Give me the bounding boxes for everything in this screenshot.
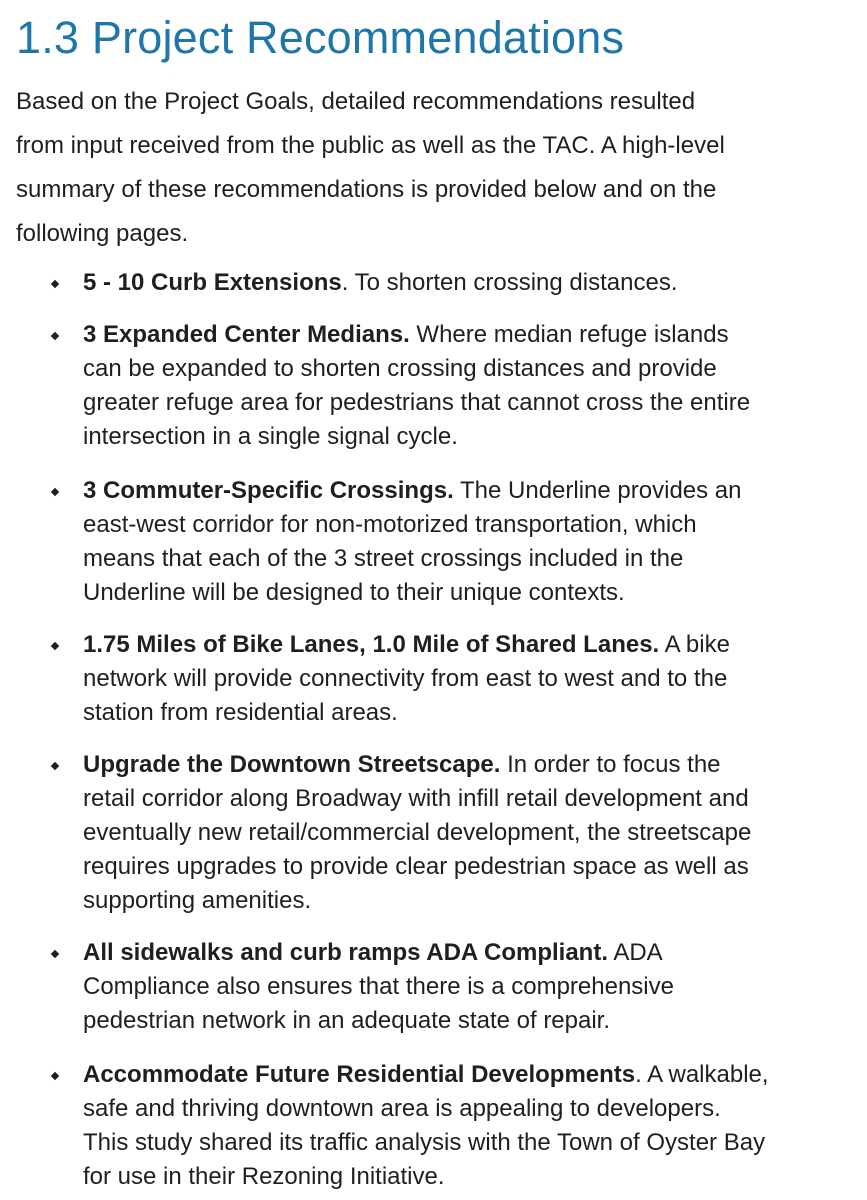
item-title: 1.75 Miles of Bike Lanes, 1.0 Mile of Shared Lanes. <box>83 631 660 658</box>
intro-line: from input received from the public as well as the TAC. A high-level <box>16 132 725 159</box>
item-title: 3 Expanded Center Medians. <box>83 321 410 348</box>
diamond-bullet-icon <box>51 762 59 770</box>
item-title: 5 - 10 Curb Extensions <box>83 269 342 296</box>
diamond-bullet-icon <box>51 642 59 650</box>
intro-line: summary of these recommendations is provided below and on the <box>16 176 717 203</box>
item-title: Accommodate Future Residential Developments <box>83 1061 636 1088</box>
item-description: . To shorten crossing distances. <box>341 269 678 296</box>
item-description: This study shared its traffic analysis with the Town of Oyster Bay <box>83 1129 766 1156</box>
list-item-text <box>83 474 853 610</box>
diamond-bullet-icon <box>51 1072 59 1080</box>
item-description: requires upgrades to provide clear pedestrian space as well as <box>83 853 749 880</box>
list-item-text <box>83 266 853 300</box>
page-title: 1.3 Project Recommendations <box>16 12 625 63</box>
diamond-bullet-icon <box>51 280 59 288</box>
item-description: retail corridor along Broadway with infill retail development and <box>83 785 749 812</box>
item-title: 3 Commuter-Specific Crossings. <box>83 477 454 504</box>
diamond-bullet-icon <box>51 488 59 496</box>
list-item-text <box>83 318 853 454</box>
item-description: greater refuge area for pedestrians that cannot cross the entire <box>83 389 751 416</box>
item-description: . A walkable, <box>635 1061 769 1088</box>
item-description: network will provide connectivity from east to west and to the <box>83 665 728 692</box>
intro-line: following pages. <box>16 220 189 247</box>
item-description: The Underline provides an <box>453 477 742 504</box>
item-title: Upgrade the Downtown Streetscape. <box>83 751 501 778</box>
list-item-text <box>83 748 853 918</box>
item-description: for use in their Rezoning Initiative. <box>83 1163 445 1190</box>
item-description: east-west corridor for non-motorized transportation, which <box>83 511 697 538</box>
list-item-text <box>83 1058 853 1194</box>
item-description: safe and thriving downtown area is appealing to developers. <box>83 1095 721 1122</box>
intro-line: Based on the Project Goals, detailed recommendations resulted <box>16 88 696 115</box>
list-item-text <box>83 936 853 1038</box>
item-description: can be expanded to shorten crossing distances and provide <box>83 355 717 382</box>
item-description: station from residential areas. <box>83 699 398 726</box>
item-description: means that each of the 3 street crossings included in the <box>83 545 684 572</box>
item-description: intersection in a single signal cycle. <box>83 423 458 450</box>
item-description: Compliance also ensures that there is a comprehensive <box>83 973 674 1000</box>
item-description: supporting amenities. <box>83 887 312 914</box>
item-description: Underline will be designed to their unique contexts. <box>83 579 625 606</box>
diamond-bullet-icon <box>51 950 59 958</box>
item-description: pedestrian network in an adequate state of repair. <box>83 1007 611 1034</box>
item-description: ADA <box>608 939 663 966</box>
intro-paragraph <box>16 80 856 256</box>
item-description: Where median refuge islands <box>409 321 729 348</box>
diamond-bullet-icon <box>51 332 59 340</box>
list-item-text <box>83 628 853 730</box>
item-title: All sidewalks and curb ramps ADA Compliant. <box>83 939 608 966</box>
item-description: A bike <box>659 631 730 658</box>
item-description: eventually new retail/commercial development, the streetscape <box>83 819 752 846</box>
item-description: In order to focus the <box>500 751 721 778</box>
